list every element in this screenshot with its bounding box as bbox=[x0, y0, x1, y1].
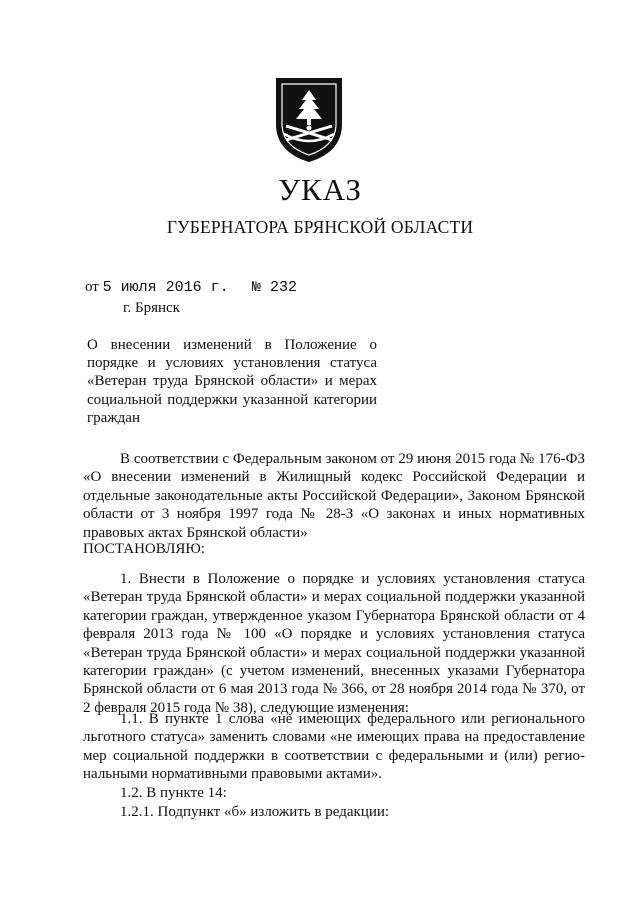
item-1-1-text: 1.1. В пункте 1 слова «не имеющих федерального или регионального льготного статуса» заменить словами «не имеющих права на предоставление мер социальной поддержки в соответствии с федеральными и (или) регио-нальными нормативными правовыми актами». bbox=[83, 711, 585, 783]
document-subject: О внесении изменений в Положение о порядке и условиях установления статуса «Ветеран труда Брянской области» и мерах социальной поддержки указанной категории граждан bbox=[87, 337, 377, 426]
date-value: 5 июля 2016 г. bbox=[102, 279, 229, 296]
item-1-2-text: 1.2. В пункте 14: bbox=[120, 785, 227, 801]
date-prefix: от bbox=[85, 279, 99, 295]
document-date bbox=[85, 279, 229, 296]
paragraph-item-1 bbox=[83, 570, 585, 717]
item-1-2-1-text: 1.2.1. Подпункт «б» изложить в редакции: bbox=[120, 804, 390, 820]
document-title: УКАЗ bbox=[278, 172, 362, 207]
document-city: г. Брянск bbox=[123, 300, 180, 316]
document-number: № 232 bbox=[252, 279, 298, 296]
intro-text: В соответствии с Федеральным законом от 29 июня 2015 года № 176-ФЗ «О внесении изменений в Жилищный кодекс Российской Федерации и отдельные законодательные акты Российской Федерации», Законом Брянской области от 3 ноября 1997 года № 28-З «О законах и иных нормативных правовых актах Брянской области» bbox=[83, 451, 585, 541]
resolve-text: ПОСТАНОВЛЯЮ: bbox=[83, 541, 205, 557]
document-subtitle: ГУБЕРНАТОРА БРЯНСКОЙ ОБЛАСТИ bbox=[166, 217, 474, 237]
paragraph-intro bbox=[83, 450, 585, 542]
paragraph-resolve bbox=[83, 540, 585, 558]
paragraph-item-1-2 bbox=[83, 784, 585, 802]
item-1-text: 1. Внести в Положение о порядке и условиях установления статуса «Ветеран труда Брянской области» и мерах социальной поддержки указанной категории граждан, утвержденное указом Губернатора Брянской области от 4 февраля 2013 года № 100 «О порядке и условиях установления статуса «Ветеран труда Брянской области» и мерах социальной поддержки указанной категории граждан» (с учетом изменений, внесенных указами Губернатора Брянской области от 6 мая 2013 года № 366, от 28 ноября 2014 года № 370, от 2 февраля 2015 года № 38), следующие изменения: bbox=[83, 571, 585, 716]
bryansk-coat-of-arms-icon bbox=[272, 74, 346, 164]
paragraph-item-1-1 bbox=[83, 710, 585, 784]
paragraph-item-1-2-1 bbox=[83, 803, 585, 821]
